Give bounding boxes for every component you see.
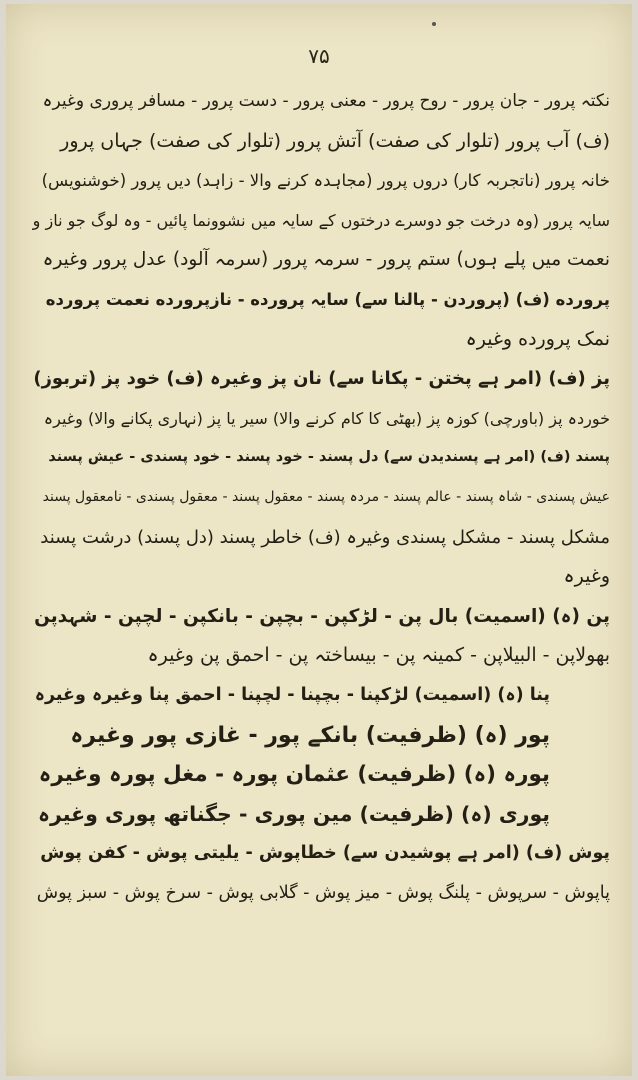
text-line: پاپوش - سرپوش - پلنگ پوش - میز پوش - گلابی پوش - سرخ پوش - سبز پوش: [36, 882, 610, 903]
text-line: پنا (ہ) (اسمیت) لڑکپنا - بچپنا - لچپنا - احمق پنا وغیرہ وغیرہ: [34, 684, 550, 705]
text-line: خوردہ پز (باورچی) کوزہ پز (بھٹی کا کام کرنے والا) سیر یا پز (نہاری پکانے والا) وغیرہ: [43, 408, 610, 428]
text-line: عیش پسندی - شاہ پسند - عالم پسند - مردہ پسند - معقول پسند - معقول پسندی - نامعقول پسند: [42, 488, 610, 505]
text-line: پوری (ہ) (ظرفیت) مین پوری - جگناتھ پوری وغیرہ: [38, 801, 550, 826]
text-line: پن (ہ) (اسمیت) بال پن - لڑکپن - بچپن - بانکپن - لچپن - شہدپن: [34, 605, 610, 627]
text-line: (ف) آب پرور (تلوار کی صفت) آتش پرور (تلوار کی صفت) جہاں پرور: [60, 129, 610, 152]
text-line: پسند (ف) (امر ہے پسندیدن سے) دل پسند - خود پسند - خود پسندی - عیش پسند: [48, 449, 610, 466]
text-line: پرورده (ف) (پروردن - پالنا سے) سایہ پرورده - نازپرورده نعمت پرورده: [45, 289, 610, 309]
text-line: خانہ پرور (ناتجربہ کار) دروں پرور (مجاہدہ کرنے والا - زاہد) دیں پرور (خوشنویس): [41, 171, 610, 191]
text-line: مشکل پسند - مشکل پسندی وغیرہ (ف) خاطر پسند (دل پسند) درشت پسند: [40, 526, 610, 548]
page-text: [32, 82, 610, 913]
text-line: پز (ف) (امر ہے پختن - پکانا سے) نان پز وغیرہ (ف) خود پز (تربوز): [33, 368, 610, 390]
text-line: پورہ (ہ) (ظرفیت) عثمان پورہ - مغل پورہ وغیرہ: [38, 762, 550, 788]
text-line: سایہ پرور (وہ درخت جو دوسرے درختوں کے سایہ میں نشوونما پائیں - وہ لوگ جو ناز و: [32, 210, 610, 230]
book-page: [6, 4, 632, 1076]
text-line: وغیرہ: [563, 565, 610, 588]
text-line: نمک پرورده وغیرہ: [465, 327, 610, 350]
page-number: ۷۵: [308, 44, 330, 68]
text-line: بھولاپن - البیلاپن - کمینہ پن - بیساختہ پن - احمق پن وغیرہ: [147, 644, 610, 667]
text-line: نعمت میں پلے ہوں) ستم پرور - سرمہ پرور (سرمہ آلود) عدل پرور وغیرہ: [42, 249, 610, 271]
text-line: نکتہ پرور - جان پرور - روح پرور - معنی پرور - دست پرور - مسافر پروری وغیرہ: [42, 91, 610, 111]
text-line: پور (ہ) (ظرفیت) بانکے پور - غازی پور وغیرہ: [70, 722, 550, 748]
page-mark: [432, 22, 436, 26]
text-line: پوش (ف) (امر ہے پوشیدن سے) خطاپوش - یلیتی پوش - کفن پوش: [40, 843, 610, 864]
